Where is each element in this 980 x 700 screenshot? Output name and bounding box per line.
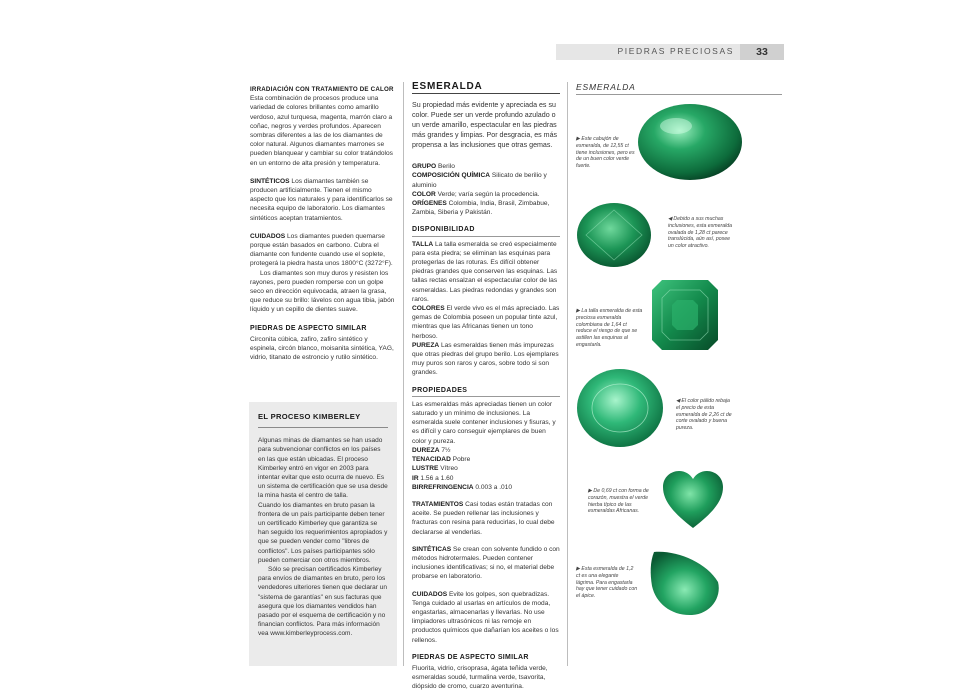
tratamientos-section — [412, 500, 560, 537]
prop-label: BIRREFRINGENCIA — [412, 483, 474, 491]
heart-emerald-image — [662, 470, 724, 530]
propiedades-heading: PROPIEDADES — [412, 386, 560, 397]
column-rule-right — [567, 82, 568, 666]
facts-list — [412, 162, 560, 217]
talla-label: TALLA — [412, 240, 434, 248]
pureza-label: PUREZA — [412, 341, 440, 349]
pureza-text: Las esmeraldas tienen más impurezas que otras piedras del grupo berilo. Los ejemplares muy puros son raros y caros, sobre todo si son grandes. — [412, 341, 559, 377]
running-header — [556, 44, 784, 60]
fact-value: Berilo — [436, 163, 455, 171]
sinteticos-section — [250, 177, 395, 223]
cuidados-mid-text: Evite los golpes, son quebradizas. Tenga cuidado al usarlas en artículos de moda, engastarlas, almacenarlas y llevarlas. No use limpiadores ultrasónicos ni las remoje en productos químicos que dañarían los aceites o los rellenos. — [412, 590, 559, 644]
tratamientos-text: Casi todas están tratadas con aceite. Se pueden rellenar las inclusiones y fracturas con resina para reducirlas, lo cual debe declararse al venderlas. — [412, 500, 555, 536]
caption-oval: ◀ Debido a sus muchas inclusiones, esta esmeralda ovalada de 1,28 ct parece translúcida, aún así, posee un color atractivo. — [668, 216, 733, 250]
oval-emerald-image — [576, 202, 652, 268]
prop-value: Pobre — [450, 456, 471, 464]
cuidados-mid-label: CUIDADOS — [412, 590, 448, 598]
cuidados-mid-section — [412, 590, 560, 645]
caption-emerald-cut: ▶ La talla esmeralda de esta preciosa esmeralda colombiana de 1,64 ct reduce el riesgo de que se astillen las esquinas al engastarla. — [576, 308, 643, 348]
kimberley-title: EL PROCESO KIMBERLEY — [258, 412, 361, 421]
prop-label: IR — [412, 474, 419, 482]
kimberley-divider — [258, 427, 388, 428]
sinteticas-text: Se crean con solvente fundido o con métodos hidrotermales. Pueden contener inclusiones identificativas; si no, el material debe probarse en laboratorio. — [412, 545, 560, 581]
kimberley-box — [249, 402, 397, 666]
prop-label: TENACIDAD — [412, 456, 451, 464]
similar-text-mid: Fluorita, vidrio, crisoprasa, ágata teñida verde, esmeraldas soudé, turmalina verde, tsavorita, diópsido de cromo, cuarzo aventurina. — [412, 664, 548, 691]
gallery-title: ESMERALDA — [576, 82, 782, 95]
irradiation-section — [250, 85, 395, 168]
props-list — [412, 446, 560, 492]
similar-text-left: Circonita cúbica, zafiro, zafiro sintético y espinela, circón blanco, moisanita sintética, YAG, vidrio, titanato de estroncio y rutilo sintético. — [250, 335, 394, 362]
gem-intro: Su propiedad más evidente y apreciada es su color. Puede ser un verde profundo azulado o un verde amarillo, espectacular en las piedras más grandes y limpias. Por desgracia, es más propensa a las inclusiones que otras gemas. — [412, 101, 558, 150]
prop-label: LUSTRE — [412, 465, 439, 473]
sinteticos-text: Los diamantes también se producen artificialmente. Tienen el mismo aspecto que los naturales y para identificarlos se necesita equipo de laboratorio. Los diamantes sintéticos aceptan tratamientos. — [250, 177, 393, 222]
disponibilidad-text — [412, 240, 560, 378]
prop-value: Vítreo — [438, 465, 458, 473]
colores-label: COLORES — [412, 305, 445, 313]
sinteticas-label: SINTÉTICAS — [412, 545, 452, 553]
propiedades-text: Las esmeraldas más apreciadas tienen un color saturado y un mínimo de inclusiones. La esmeralda suele contener inclusiones y fisuras, y es difícil y caro conseguir ejemplares de buen color y pureza. — [412, 400, 556, 445]
page-number: 33 — [740, 44, 784, 60]
cabochon-emerald-image — [636, 102, 744, 182]
large-oval-emerald-image — [576, 368, 664, 448]
similar-heading-mid: PIEDRAS DE ASPECTO SIMILAR — [412, 653, 529, 661]
cuidados-text-2: Los diamantes son muy duros y resisten los rayones, pero pueden romperse con un golpe seco en dirección equivocada, atraen la grasa, que reduce su brillo: lávelos con agua tibia, jabón líquido y un cepillo de dientes suave. — [250, 269, 395, 314]
left-column — [250, 85, 395, 371]
prop-value: 1.56 a 1.60 — [418, 474, 454, 482]
cuidados-text: Los diamantes pueden quemarse porque están basados en carbono. Cubra el diamante con fundente cuando use el soplete, protegerá la piedra hasta unos 1800°C (3272°F). — [250, 232, 393, 268]
prop-label: DUREZA — [412, 446, 440, 454]
fact-label: ORÍGENES — [412, 200, 447, 208]
similar-heading-left: PIEDRAS DE ASPECTO SIMILAR — [250, 324, 367, 332]
irradiation-text: Esta combinación de procesos produce una variedad de colores brillantes como amarillo verdoso, azul turquesa, magenta, marrón claro a coñac, negros y verdes profundos. Aparecen sombras diferentes a las de los diamantes de color natural. Algunos diamantes marrones se pueden blanquear y cambiar su color tratándolos en un entorno de alta presión y temperatura. — [250, 95, 393, 167]
talla-text: La talla esmeralda se creó especialmente para esta piedra; se eliminan las esquinas para protegerlas de las roturas. Es difícil obtener piedras grandes que conserven las esquinas. Las tallas rectas ensalzan el espectacular color de las esmeraldas. Las piedras redondas y grandes son raros. — [412, 240, 558, 303]
section-title: PIEDRAS PRECIOSAS — [617, 46, 734, 56]
fact-label: COMPOSICIÓN QUÍMICA — [412, 172, 491, 180]
prop-value: 7½ — [439, 446, 451, 454]
fact-value: Verde; varía según la procedencia. — [435, 190, 540, 198]
fact-value: Silicato de berilio y aluminio — [412, 172, 547, 189]
sinteticos-label: SINTÉTICOS — [250, 177, 290, 185]
column-rule-left — [403, 82, 404, 666]
fact-value: Colombia, India, Brasil, Zimbabue, Zambia, Siberia y Pakistán. — [412, 200, 550, 217]
gem-title: ESMERALDA — [412, 82, 560, 94]
cuidados-label: CUIDADOS — [250, 232, 286, 240]
caption-pear: ▶ Esta esmeralda de 1,2 ct es una elegante lágrima. Para engastarla hay que tener cuidado con el ápice. — [576, 566, 638, 600]
caption-heart: ▶ De 0,69 ct con forma de corazón, muestra el verde hierba típico de las esmeraldas Africanas. — [588, 488, 649, 515]
cuidados-section — [250, 232, 395, 269]
fact-label: GRUPO — [412, 163, 437, 171]
prop-value: 0.003 a .010 — [473, 483, 513, 491]
caption-large-oval: ◀ El color pálido rebaja el precio de esta esmeralda de 2,26 ct de corte ovalado y buena pureza. — [676, 398, 732, 432]
fact-label: COLOR — [412, 190, 436, 198]
right-column — [576, 82, 782, 666]
kimberley-p2: Cuando los diamantes en bruto pasan la frontera de un país participante deben tener un certificado Kimberley que garantiza se han seguido los requerimientos apropiados y que se pueden vender como "libres de conflictos". Los países participantes sólo pueden comerciar con otros miembros. — [258, 501, 388, 564]
disponibilidad-heading: DISPONIBILIDAD — [412, 225, 560, 236]
tratamientos-label: TRATAMIENTOS — [412, 500, 464, 508]
caption-cabochon: ▶ Este cabujón de esmeralda, de 12,55 ct tiene inclusiones, pero es de un buen color verde fuerte. — [576, 136, 635, 170]
colores-text: El verde vivo es el más apreciado. Las gemas de Colombia poseen un popular tinte azul, mientras que las Africanas tienen un tono herboso. — [412, 305, 560, 340]
middle-column — [412, 82, 560, 700]
emerald-cut-image — [650, 278, 720, 352]
kimberley-p1: Algunas minas de diamantes se han usado para subvencionar conflictos en los países en las que están ubicadas. El proceso Kimberley entró en vigor en 2003 para intentar evitar que esto ocurra de nuevo. Es un sistema de certificación que se usa desde la mina hasta el centro de talla. — [258, 437, 388, 500]
kimberley-p3: Sólo se precisan certificados Kimberley para envíos de diamantes en bruto, pero los vendedores ulteriores tienen que declarar un "sistema de garantías" en sus facturas que asegura que los diamantes vendidos han pasado por el esquema de certificación y no financian conflictos. Para más información vea www.kimberleyprocess.com. — [258, 566, 388, 638]
irradiation-heading: IRRADIACIÓN CON TRATAMIENTO DE CALOR — [250, 86, 394, 93]
pear-emerald-image — [646, 548, 722, 618]
sinteticas-section — [412, 545, 560, 582]
